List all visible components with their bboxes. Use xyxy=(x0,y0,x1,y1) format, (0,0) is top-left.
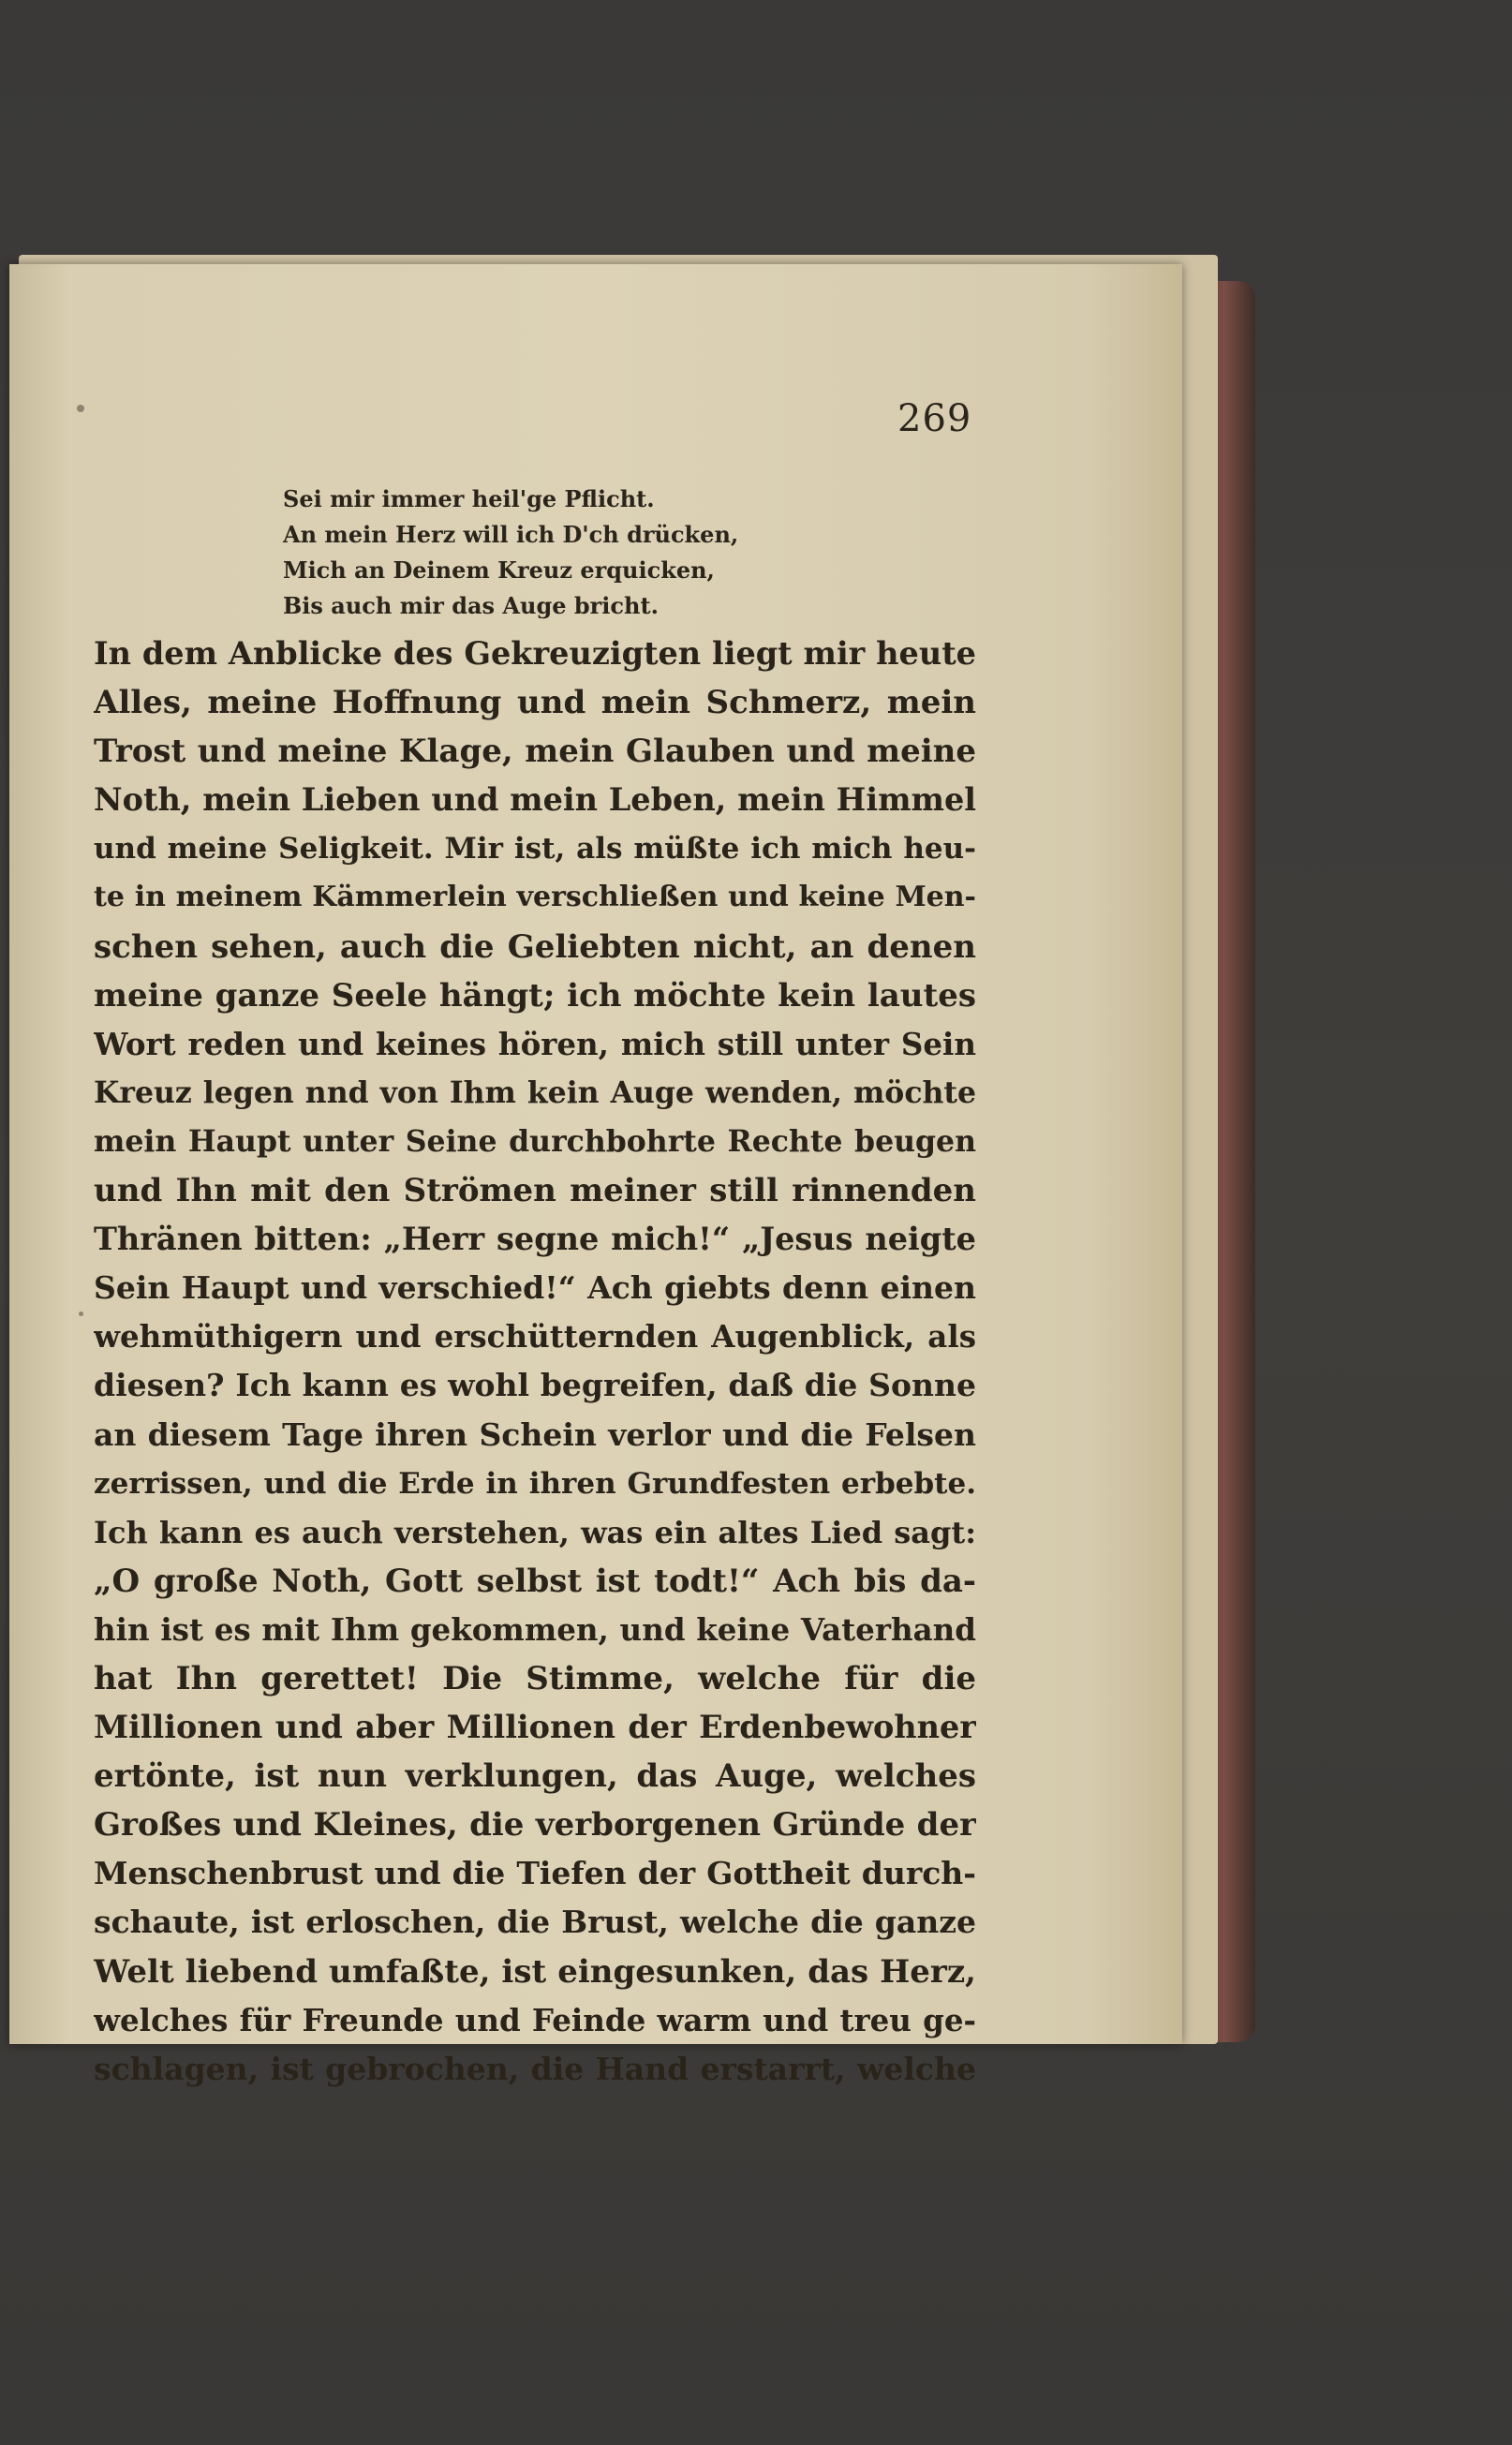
text-line: Alles, meine Hoffnung und mein Schmerz, mein xyxy=(94,684,976,722)
book-page xyxy=(9,264,1182,2087)
text-line: „O große Noth, Gott selbst ist todt!“ Ach bis da- xyxy=(94,1562,976,1600)
body-text xyxy=(94,630,976,2094)
verse-line: Sei mir immer heil'ge Pflicht. xyxy=(283,485,655,512)
paper-speck xyxy=(79,1311,83,1316)
text-line: Millionen und aber Millionen der Erdenbewohner xyxy=(94,1709,976,1746)
page-number: 269 xyxy=(897,397,972,440)
text-line: Großes und Kleines, die verborgenen Gründe der xyxy=(94,1806,976,1845)
text-line: ertönte, ist nun verklungen, das Auge, welches xyxy=(94,1757,976,1796)
text-line: Trost und meine Klage, mein Glauben und meine xyxy=(94,733,976,771)
text-line: Noth, mein Lieben und mein Leben, mein Himmel xyxy=(94,781,976,819)
text-line: te in meinem Kämmerlein verschließen und keine Men- xyxy=(94,881,976,914)
text-line: Wort reden und keines hören, mich still unter Sein xyxy=(94,1025,976,1062)
text-line: Kreuz legen nnd von Ihm kein Auge wenden, möchte xyxy=(94,1074,976,1110)
text-line: schen sehen, auch die Geliebten nicht, an denen xyxy=(94,927,976,966)
text-line: wehmüthigern und erschütternden Augenblick, als xyxy=(94,1318,976,1356)
text-line: schlagen, ist gebrochen, die Hand erstarrt, welche xyxy=(94,2050,976,2087)
text-line: Sein Haupt und verschied!“ Ach giebts denn einen xyxy=(94,1269,976,1307)
verse-line: Mich an Deinem Kreuz erquicken, xyxy=(283,556,715,584)
text-line: meine ganze Seele hängt; ich möchte kein lautes xyxy=(94,976,976,1015)
paper-speck xyxy=(77,405,84,412)
text-line: Ich kann es auch verstehen, was ein altes Lied sagt: xyxy=(94,1514,976,1550)
text-line: Welt liebend umfaßte, ist eingesunken, das Herz, xyxy=(94,1952,976,1991)
text-line: mein Haupt unter Seine durchbohrte Rechte beugen xyxy=(94,1123,976,1159)
verse-line: Bis auch mir das Auge bricht. xyxy=(283,592,659,619)
text-line: Thränen bitten: „Herr segne mich!“ „Jesus neigte xyxy=(94,1221,976,1258)
text-line: an diesem Tage ihren Schein verlor und die Felsen xyxy=(94,1415,976,1453)
text-line: welches für Freunde und Feinde warm und treu ge- xyxy=(94,2001,976,2038)
verse-block xyxy=(283,482,808,624)
text-line: und meine Seligkeit. Mir ist, als müßte ich mich heu- xyxy=(94,832,976,867)
text-line: hin ist es mit Ihm gekommen, und keine Vaterhand xyxy=(94,1610,976,1648)
text-line: In dem Anblicke des Gekreuzigten liegt mir heute xyxy=(94,635,976,672)
text-line: diesen? Ich kann es wohl begreifen, daß die Sonne xyxy=(94,1367,976,1404)
text-line: Menschenbrust und die Tiefen der Gottheit durch- xyxy=(94,1855,976,1892)
text-line: zerrissen, und die Erde in ihren Grundfesten erbebte. xyxy=(94,1466,976,1501)
text-line: und Ihn mit den Strömen meiner still rinnenden xyxy=(94,1172,976,1210)
verse-line: An mein Herz will ich D'ch drücken, xyxy=(283,521,739,548)
text-line: schaute, ist erloschen, die Brust, welche die ganze xyxy=(94,1904,976,1941)
text-line: hat Ihn gerettet! Die Stimme, welche für die xyxy=(94,1659,976,1697)
